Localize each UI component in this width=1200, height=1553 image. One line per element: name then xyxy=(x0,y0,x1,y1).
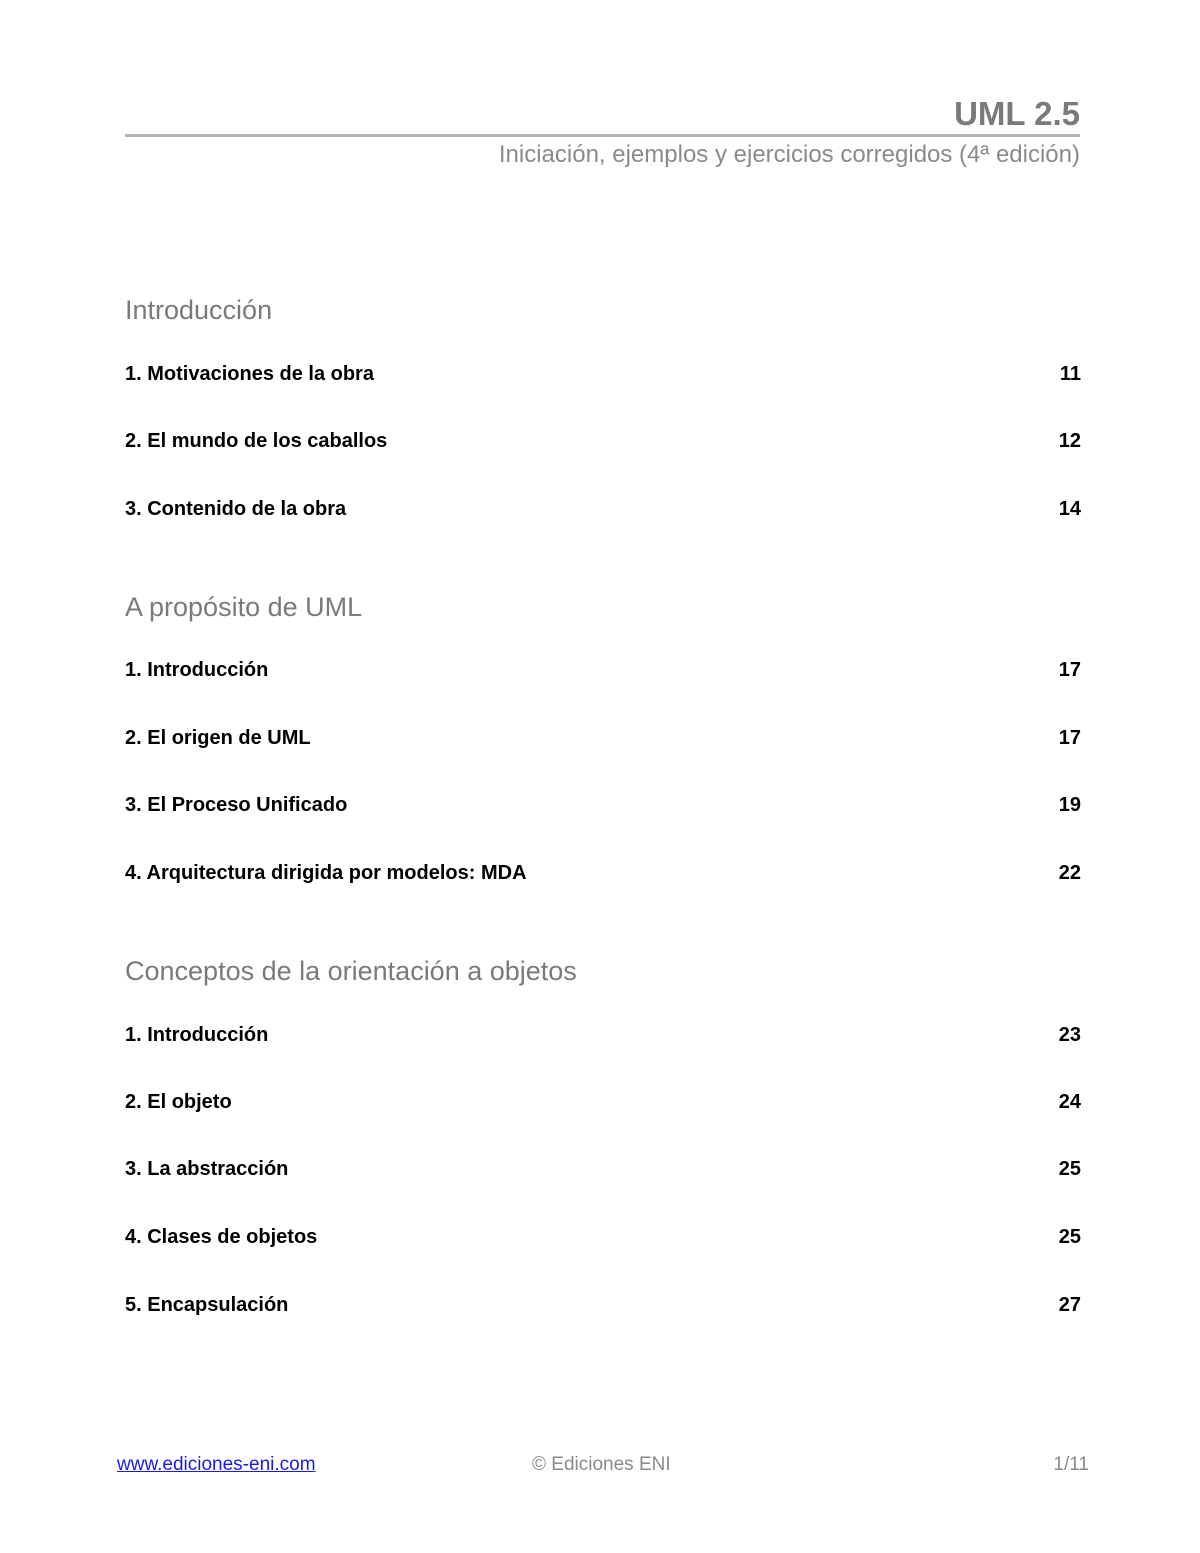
toc-entry-label: 4. Arquitectura dirigida por modelos: MDA xyxy=(125,862,527,884)
book-subtitle: Iniciación, ejemplos y ejercicios corregidos (4ª edición) xyxy=(498,141,1080,168)
book-title: UML 2.5 xyxy=(954,95,1080,132)
toc-entry-page: 25 xyxy=(1058,1158,1081,1180)
toc-entry-label: 2. El origen de UML xyxy=(125,727,311,749)
toc-entry[interactable] xyxy=(125,791,1081,819)
toc-entry-label: 2. El mundo de los caballos xyxy=(125,430,388,452)
toc-entry-label: 1. Motivaciones de la obra xyxy=(125,363,374,385)
toc-entry[interactable] xyxy=(125,360,1081,388)
toc-entry-label: 1. Introducción xyxy=(125,659,269,681)
chapter-title: A propósito de UML xyxy=(125,592,363,622)
toc-entry[interactable] xyxy=(125,1088,1081,1116)
page-indicator: 1/11 xyxy=(1053,1454,1089,1475)
toc-entry[interactable] xyxy=(125,724,1081,752)
toc-entry[interactable] xyxy=(125,495,1081,523)
chapter-title: Conceptos de la orientación a objetos xyxy=(125,956,577,986)
toc-entry-page: 12 xyxy=(1058,430,1081,452)
toc-entry-page: 17 xyxy=(1058,659,1081,681)
toc-entry[interactable] xyxy=(125,656,1081,684)
toc-entry[interactable] xyxy=(125,1021,1081,1049)
chapter-title: Introducción xyxy=(125,295,273,325)
header-divider xyxy=(125,134,1080,137)
toc-entry-page: 27 xyxy=(1058,1294,1081,1316)
website-link[interactable]: www.ediciones-eni.com xyxy=(117,1454,316,1475)
toc-entry[interactable] xyxy=(125,1223,1081,1251)
copyright-text: © Ediciones ENI xyxy=(532,1454,671,1475)
toc-entry-page: 11 xyxy=(1059,363,1081,385)
toc-entry[interactable] xyxy=(125,427,1081,455)
toc-entry[interactable] xyxy=(125,1155,1081,1183)
toc-entry[interactable] xyxy=(125,1291,1081,1319)
toc-entry[interactable] xyxy=(125,859,1081,887)
toc-entry-label: 3. El Proceso Unificado xyxy=(125,794,348,816)
toc-entry-page: 23 xyxy=(1058,1024,1081,1046)
toc-entry-label: 1. Introducción xyxy=(125,1024,269,1046)
toc-entry-label: 2. El objeto xyxy=(125,1091,232,1113)
toc-entry-page: 25 xyxy=(1058,1226,1081,1248)
toc-entry-page: 19 xyxy=(1058,794,1081,816)
toc-entry-page: 22 xyxy=(1058,862,1081,884)
toc-entry-label: 3. La abstracción xyxy=(125,1158,289,1180)
toc-entry-page: 24 xyxy=(1058,1091,1081,1113)
toc-entry-label: 3. Contenido de la obra xyxy=(125,498,347,520)
toc-entry-page: 14 xyxy=(1058,498,1081,520)
toc-entry-label: 4. Clases de objetos xyxy=(125,1226,318,1248)
toc-entry-label: 5. Encapsulación xyxy=(125,1294,289,1316)
toc-entry-page: 17 xyxy=(1058,727,1081,749)
